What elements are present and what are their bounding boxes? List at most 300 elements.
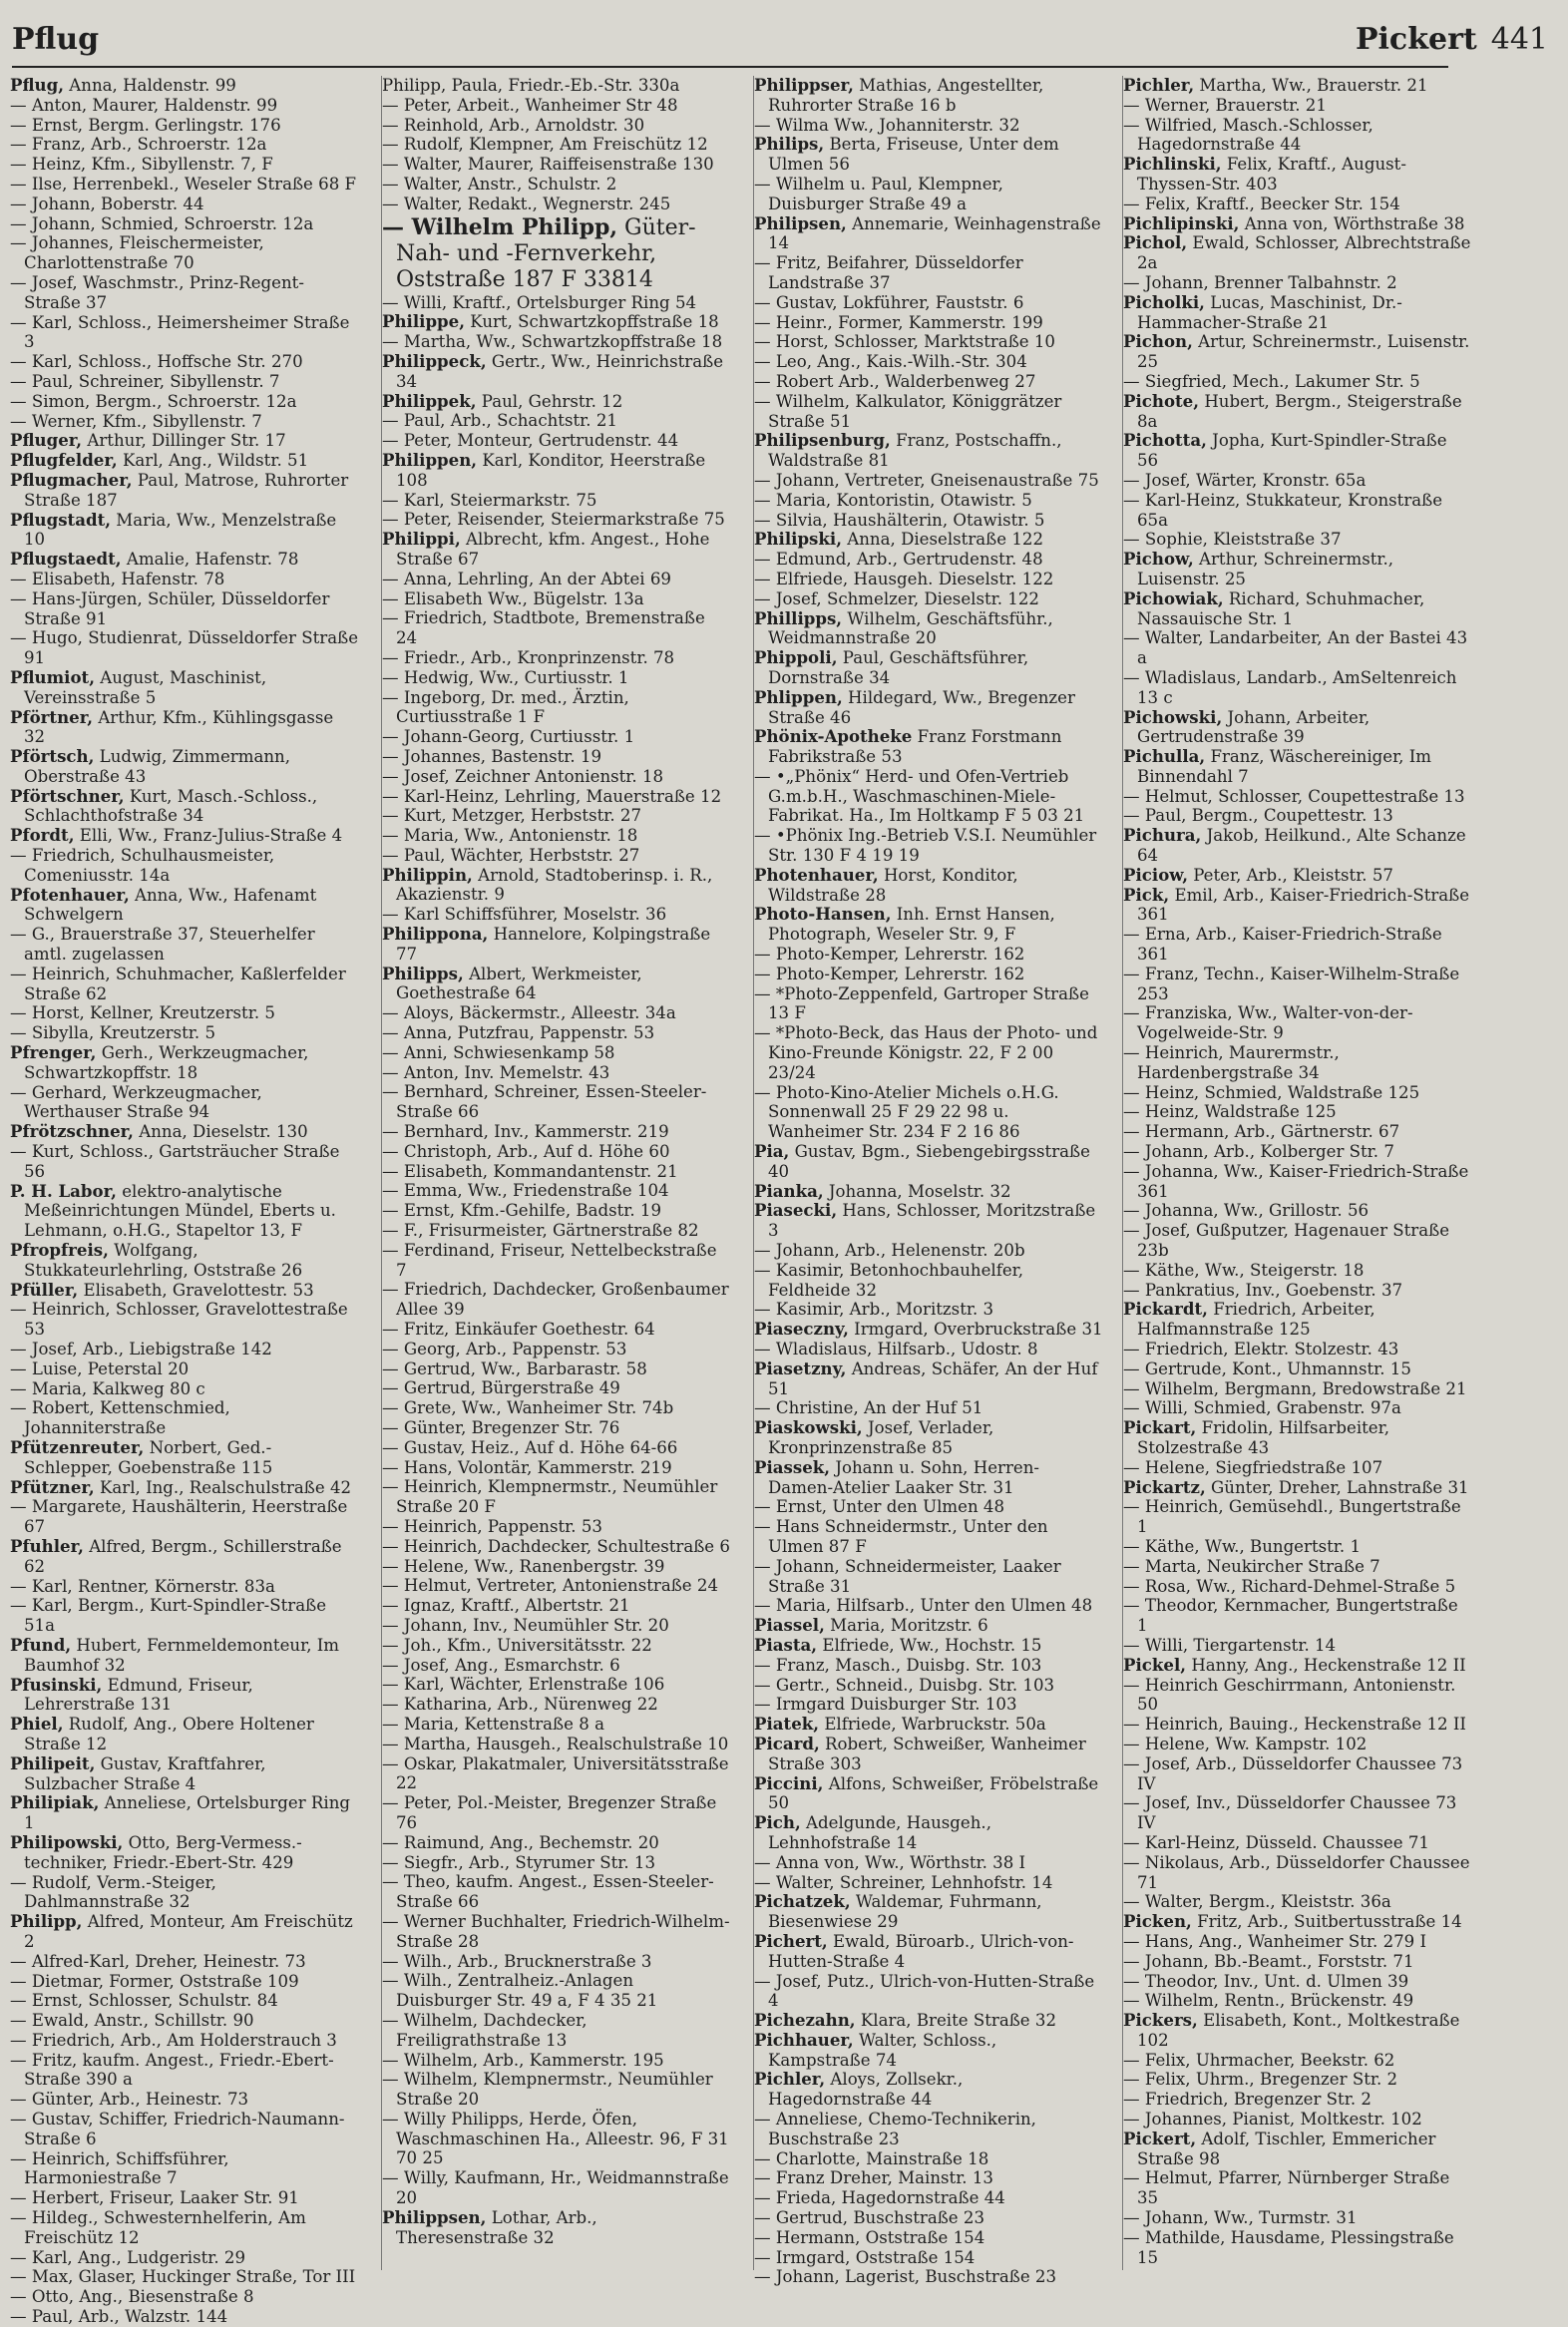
directory-entry <box>754 648 1103 688</box>
directory-entry <box>10 1281 359 1301</box>
directory-entry <box>754 609 1103 649</box>
entry-details: — Friedrich, Schulhausmeister, Comeniusstr. 14a <box>10 846 275 885</box>
directory-entry <box>1123 1932 1472 1952</box>
directory-entry <box>10 570 359 589</box>
entry-details: Anna, Dieselstraße 122 <box>847 530 1044 550</box>
directory-entry <box>10 2287 359 2307</box>
directory-entry <box>10 76 359 96</box>
directory-entry <box>754 293 1103 313</box>
entry-details: Elisabeth, Gravelottestr. 53 <box>83 1280 314 1300</box>
entry-details: Alfred, Bergm., Schillerstraße 62 <box>24 1536 342 1576</box>
entry-details: Horst, Konditor, Wildstraße 28 <box>768 865 1018 905</box>
directory-entry <box>382 1221 731 1241</box>
entry-details: — Friedr., Arb., Kronprinzenstr. 78 <box>382 647 675 667</box>
entry-details: — Paul, Bergm., Coupettestr. 13 <box>1123 806 1393 826</box>
entry-details: — Johanna, Ww., Kaiser-Friedrich-Straße 361 <box>1123 1161 1469 1201</box>
entry-details: — Hans, Ang., Wanheimer Str. 279 I <box>1123 1931 1427 1951</box>
directory-entry <box>1123 1497 1472 1537</box>
entry-surname: Philippona, <box>382 924 489 945</box>
entry-details: — Johann, Arb., Helenenstr. 20b <box>754 1241 1025 1261</box>
entry-details: Paul, Geschäftsführer, Dornstraße 34 <box>768 648 1029 687</box>
directory-entry <box>1123 1833 1472 1853</box>
directory-entry <box>1123 886 1472 926</box>
entry-details: Emil, Arb., Kaiser-Friedrich-Straße 361 <box>1137 885 1470 925</box>
entry-details: — Horst, Kellner, Kreutzerstr. 5 <box>10 1003 275 1023</box>
entry-details: Anneliese, Ortelsburger Ring 1 <box>24 1793 351 1833</box>
entry-details: Andreas, Schäfer, An der Huf 51 <box>768 1358 1098 1398</box>
directory-entry <box>1123 1793 1472 1833</box>
directory-entry <box>1123 1261 1472 1281</box>
entry-details: — Ignaz, Kraftf., Albertstr. 21 <box>382 1596 630 1616</box>
entry-surname: Pichow, <box>1123 549 1194 570</box>
entry-details: — Max, Glaser, Huckinger Straße, Tor III <box>10 2267 356 2287</box>
directory-entry <box>382 510 731 530</box>
directory-entry <box>382 1735 731 1754</box>
directory-entry <box>382 2208 731 2248</box>
directory-entry <box>382 451 731 491</box>
directory-entry <box>1123 1281 1472 1301</box>
entry-details: — Christine, An der Huf 51 <box>754 1398 983 1418</box>
directory-entry <box>1123 155 1472 194</box>
directory-entry <box>754 1458 1103 1498</box>
directory-entry <box>1123 628 1472 668</box>
entry-details: Gustav, Bgm., Siebengebirgsstraße 40 <box>768 1142 1090 1181</box>
entry-details: — Wilhelm, Dachdecker, Freiligrathstraße 13 <box>382 2010 588 2050</box>
directory-entry <box>1123 2110 1472 2130</box>
entry-surname: Pickartz, <box>1123 1476 1206 1497</box>
entry-details: Paul, Matrose, Ruhrorter Straße 187 <box>24 470 349 510</box>
entry-details: — Karl Schiffsführer, Moselstr. 36 <box>382 905 667 925</box>
entry-details: — Paul, Schreiner, Sibyllenstr. 7 <box>10 371 280 391</box>
entry-details: — Maria, Kettenstraße 8 a <box>382 1714 604 1734</box>
directory-entry <box>10 1972 359 1992</box>
entry-details: — Franz, Masch., Duisbg. Str. 103 <box>754 1655 1042 1675</box>
entry-details: — Hildeg., Schwesternhelferin, Am Freischütz 12 <box>10 2208 306 2247</box>
column-1 <box>10 75 359 2327</box>
directory-entry <box>1123 1102 1472 1122</box>
entry-surname: Pflugstadt, <box>10 509 112 530</box>
entry-details: — Johann, Lagerist, Buschstraße 23 <box>754 2267 1057 2287</box>
entry-details: — Günter, Bregenzer Str. 76 <box>382 1418 620 1437</box>
column-4 <box>1122 76 1472 2270</box>
directory-entry <box>1123 1201 1472 1221</box>
entry-details: Maria, Moritzstr. 6 <box>830 1616 988 1636</box>
directory-entry <box>1123 965 1472 1004</box>
directory-entry <box>382 1872 731 1912</box>
directory-entry <box>754 491 1103 511</box>
directory-entry <box>10 787 359 827</box>
entry-details: — Felix, Uhrm., Bregenzer Str. 2 <box>1123 2070 1398 2090</box>
directory-entry <box>1123 96 1472 116</box>
entry-surname: Pichulla, <box>1123 746 1206 767</box>
directory-entry <box>382 1477 731 1517</box>
entry-details: — •Phönix Ing.-Betrieb V.S.I. Neumühler Str. 130 F 4 19 19 <box>754 826 1097 866</box>
entry-details: — Wilh., Zentralheiz.-Anlagen Duisburger Str. 49 a, F 4 35 21 <box>382 1971 658 2011</box>
entry-surname: Pfützenreuter, <box>10 1436 145 1457</box>
entry-details: — Karl, Ang., Ludgeristr. 29 <box>10 2247 246 2267</box>
entry-details: — Gerhard, Werkzeugmacher, Werthauser Straße 94 <box>10 1082 262 1122</box>
directory-entry <box>754 2248 1103 2268</box>
directory-entry <box>1123 787 1472 807</box>
entry-details: — Heinrich, Dachdecker, Schultestraße 6 <box>382 1536 730 1556</box>
entry-details: — Christoph, Arb., Auf d. Höhe 60 <box>382 1141 670 1161</box>
entry-details: — Franz, Techn., Kaiser-Wilhelm-Straße 253 <box>1123 964 1460 1003</box>
entry-details: — Heinrich, Schlosser, Gravelottestraße 53 <box>10 1300 348 1340</box>
entry-details: — Wilhelm, Bergmann, Bredowstraße 21 <box>1123 1378 1467 1398</box>
directory-entry <box>382 608 731 648</box>
entry-details: — Heinrich, Schiffsführer, Harmoniestraße 7 <box>10 2148 229 2188</box>
entry-details: — Nikolaus, Arb., Düsseldorfer Chaussee 71 <box>1123 1852 1470 1892</box>
directory-entry <box>10 1912 359 1952</box>
directory-entry <box>1123 2051 1472 2071</box>
entry-details: Karl, Ang., Wildstr. 51 <box>122 451 309 471</box>
directory-entry <box>10 194 359 214</box>
entry-details: — Bernhard, Inv., Kammerstr. 219 <box>382 1122 669 1142</box>
directory-entry <box>382 1675 731 1695</box>
directory-entry <box>382 866 731 906</box>
entry-details: — Anna, Putzfrau, Pappenstr. 53 <box>382 1023 655 1043</box>
directory-entry <box>1123 2070 1472 2090</box>
entry-details: — Dietmar, Former, Oststraße 109 <box>10 1971 299 1991</box>
entry-details: — Walter, Anstr., Schulstr. 2 <box>382 174 617 194</box>
directory-entry <box>1123 1300 1472 1340</box>
entry-details: — Johann, Vertreter, Gneisenaustraße 75 <box>754 470 1099 490</box>
directory-entry <box>382 905 731 925</box>
entry-details: — Mathilde, Hausdame, Plessingstraße 15 <box>1123 2227 1454 2267</box>
entry-details: Walter, Schloss., Kampstraße 74 <box>768 2030 997 2070</box>
directory-entry <box>382 76 731 96</box>
entry-surname: Piasecki, <box>754 1200 838 1221</box>
entry-details: — Josef, Ang., Esmarchstr. 6 <box>382 1655 620 1675</box>
directory-entry <box>754 1813 1103 1853</box>
directory-entry <box>754 1241 1103 1261</box>
entry-details: — Gertr., Schneid., Duisbg. Str. 103 <box>754 1675 1055 1695</box>
entry-details: Jakob, Heilkund., Alte Schanze 64 <box>1137 826 1466 866</box>
directory-entry <box>382 826 731 846</box>
directory-entry <box>1123 530 1472 550</box>
entry-details: — Leo, Ang., Kais.-Wilh.-Str. 304 <box>754 352 1027 372</box>
entry-details: — Gustav, Heiz., Auf d. Höhe 64-66 <box>382 1437 678 1457</box>
entry-details: — Ernst, Bergm. Gerlingstr. 176 <box>10 115 281 135</box>
entry-surname: Philippen, <box>382 449 478 470</box>
directory-entry <box>1123 1340 1472 1359</box>
directory-entry <box>1123 1676 1472 1716</box>
entry-details: — Ilse, Herrenbekl., Weseler Straße 68 F <box>10 174 357 194</box>
directory-entry <box>382 194 731 214</box>
entry-details: — Martha, Ww., Schwartzkopffstraße 18 <box>382 332 723 352</box>
directory-entry <box>1123 1418 1472 1458</box>
entry-surname: Pichura, <box>1123 825 1202 846</box>
directory-entry <box>1123 2228 1472 2268</box>
directory-entry <box>754 1083 1103 1142</box>
entry-details: Waldemar, Fuhrmann, Biesenwiese 29 <box>768 1892 1042 1932</box>
directory-entry <box>10 1142 359 1182</box>
directory-entry <box>754 984 1103 1024</box>
directory-entry <box>10 1043 359 1083</box>
entry-details: Philipp, Paula, Friedr.-Eb.-Str. 330a <box>382 76 680 95</box>
entry-details: — Heinrich, Klempnermstr., Neumühler Straße 20 F <box>382 1477 718 1517</box>
entry-details: Lucas, Maschinist, Dr.-Hammacher-Straße 21 <box>1137 292 1402 332</box>
directory-entry <box>1123 550 1472 589</box>
entry-details: — Anna von, Ww., Wörthstr. 38 I <box>754 1852 1026 1872</box>
directory-entry <box>1123 2208 1472 2228</box>
directory-entry <box>1123 1359 1472 1379</box>
entry-surname: Pichote, <box>1123 390 1200 411</box>
directory-entry <box>10 1497 359 1537</box>
directory-entry <box>754 2267 1103 2287</box>
directory-entry <box>382 155 731 175</box>
directory-entry <box>382 116 731 136</box>
entry-details: — Anton, Inv. Memelstr. 43 <box>382 1062 610 1082</box>
directory-entry <box>1123 826 1472 866</box>
entry-surname: Pich, <box>754 1812 801 1833</box>
entry-surname: Pichowski, <box>1123 706 1223 727</box>
entry-details: Wilhelm, Geschäftsführ., Weidmannstraße 20 <box>768 608 1053 648</box>
directory-entry <box>10 1438 359 1478</box>
entry-surname: Pfordt, <box>10 825 75 846</box>
entry-surname: Philipsen, <box>754 212 847 233</box>
directory-entry <box>382 1043 731 1063</box>
entry-details: — Rudolf, Verm.-Steiger, Dahlmannstraße 32 <box>10 1872 216 1912</box>
entry-details: — G., Brauerstraße 37, Steuerhelfer amtl. zugelassen <box>10 925 315 965</box>
directory-entry <box>1123 2090 1472 2110</box>
entry-surname: Piaskowski, <box>754 1417 863 1438</box>
entry-details: Richard, Schuhmacher, Nassauische Str. 1 <box>1137 588 1425 628</box>
entry-details: Albrecht, kfm. Angest., Hohe Straße 67 <box>396 530 710 569</box>
entry-surname: Pflugfelder, <box>10 450 118 471</box>
entry-details: Josef, Verlader, Kronprinzenstraße 85 <box>768 1418 994 1457</box>
directory-entry <box>382 2070 731 2110</box>
entry-surname: Piccini, <box>754 1772 824 1793</box>
directory-entry <box>1123 491 1472 531</box>
entry-details: — Heinrich, Bauing., Heckenstraße 12 II <box>1123 1715 1466 1735</box>
entry-details: Johann u. Sohn, Herren-Damen-Atelier Laaker Str. 31 <box>768 1457 1040 1497</box>
entry-details: Edmund, Friseur, Lehrerstraße 131 <box>24 1675 253 1715</box>
directory-entry <box>382 491 731 511</box>
entry-surname: Philipiak, <box>10 1792 100 1813</box>
directory-entry <box>1123 1636 1472 1656</box>
entry-details: — Wilma Ww., Johanniterstr. 32 <box>754 115 1020 135</box>
entry-details: — Heinrich, Gemüsehdl., Bungertstraße 1 <box>1123 1497 1461 1537</box>
directory-entry <box>1123 1972 1472 1992</box>
entry-details: Franz Forstmann Fabrikstraße 53 <box>768 727 1062 767</box>
entry-details: — Heinrich Geschirrmann, Antonienstr. 50 <box>1123 1675 1456 1715</box>
entry-surname: Pflumiot, <box>10 666 95 687</box>
directory-entry <box>10 965 359 1004</box>
entry-details: Lothar, Arb., Theresenstraße 32 <box>396 2207 597 2247</box>
directory-entry <box>754 253 1103 293</box>
directory-entry <box>382 925 731 965</box>
entry-details: — Ernst, Schlosser, Schulstr. 84 <box>10 1991 278 2011</box>
directory-entry <box>1123 194 1472 214</box>
directory-entry <box>382 214 731 293</box>
entry-surname: Pfrötzschner, <box>10 1121 134 1142</box>
entry-details: — Felix, Uhrmacher, Beekstr. 62 <box>1123 2050 1395 2070</box>
entry-details: — Theo, kaufm. Angest., Essen-Steeler-Straße 66 <box>382 1872 714 1912</box>
entry-surname: Pichezahn, <box>754 2010 856 2031</box>
directory-entry <box>754 1261 1103 1301</box>
directory-entry <box>382 1142 731 1162</box>
entry-details: Ludwig, Zimmermann, Oberstraße 43 <box>24 747 291 786</box>
directory-entry <box>754 2070 1103 2110</box>
directory-entry <box>754 1853 1103 1873</box>
directory-entry <box>754 1300 1103 1320</box>
entry-details: Franz, Wäschereiniger, Im Binnendahl 7 <box>1137 747 1432 786</box>
entry-surname: Pichon, <box>1123 331 1193 352</box>
directory-entry <box>1123 708 1472 748</box>
entry-details: Kurt, Schwartzkopffstraße 18 <box>470 312 719 332</box>
directory-entry <box>10 1023 359 1043</box>
entry-details: Arthur, Kfm., Kühlingsgasse 32 <box>24 707 334 747</box>
directory-entry <box>382 767 731 787</box>
entry-surname: Phippoli, <box>754 647 838 668</box>
directory-entry <box>1123 392 1472 432</box>
entry-surname: Philipski, <box>754 529 842 550</box>
entry-details: — Maria, Kontoristin, Otawistr. 5 <box>754 490 1032 510</box>
directory-entry <box>754 116 1103 136</box>
entry-details: Maria, Ww., Menzelstraße 10 <box>24 510 337 550</box>
entry-surname: Pichlipinski, <box>1123 212 1240 233</box>
entry-details: — Maria, Kalkweg 80 c <box>10 1378 205 1398</box>
entry-details: — Fritz, Einkäufer Goethestr. 64 <box>382 1320 655 1340</box>
directory-entry <box>382 1162 731 1182</box>
entry-details: — Charlotte, Mainstraße 18 <box>754 2148 989 2168</box>
directory-entry <box>382 1833 731 1853</box>
column-2 <box>381 76 731 2270</box>
entry-surname: Pfüller, <box>10 1279 79 1300</box>
entry-details: Arnold, Stadtoberinsp. i. R., Akazienstr. 9 <box>396 865 713 905</box>
directory-entry <box>1123 1142 1472 1162</box>
entry-details: Aloys, Zollsekr., Hagedornstraße 44 <box>768 2070 964 2110</box>
entry-details: — Helmut, Pfarrer, Nürnberger Straße 35 <box>1123 2168 1450 2208</box>
directory-entry <box>10 1952 359 1972</box>
directory-entry <box>382 1241 731 1281</box>
entry-details: — Oskar, Plakatmaler, Universitätsstraße 22 <box>382 1753 729 1793</box>
directory-entry <box>754 767 1103 826</box>
entry-details: — Friedrich, Dachdecker, Großenbaumer Allee 39 <box>382 1280 729 1320</box>
directory-entry <box>10 1122 359 1142</box>
directory-entry <box>382 1715 731 1735</box>
entry-details: — F., Frisurmeister, Gärtnerstraße 82 <box>382 1221 699 1241</box>
entry-surname: Pia, <box>754 1141 790 1162</box>
directory-entry <box>1123 332 1472 372</box>
entry-details: — Walter, Bergm., Kleiststr. 36a <box>1123 1892 1391 1912</box>
directory-entry <box>1123 431 1472 471</box>
entry-details: Robert, Schweißer, Wanheimer Straße 303 <box>768 1734 1086 1773</box>
entry-details: — Frieda, Hagedornstraße 44 <box>754 2188 1005 2208</box>
entry-details: — Elisabeth Ww., Bügelstr. 13a <box>382 588 644 608</box>
directory-entry <box>10 2011 359 2031</box>
directory-entry <box>382 1952 731 1972</box>
directory-entry <box>382 1340 731 1359</box>
entry-details: — Willi, Kraftf., Ortelsburger Ring 54 <box>382 292 697 312</box>
entry-details: Fridolin, Hilfsarbeiter, Stolzestraße 43 <box>1137 1418 1390 1457</box>
entry-details: Mathias, Angestellter, Ruhrorter Straße 16 b <box>768 76 1044 115</box>
entry-details: Arthur, Schreinermstr., Luisenstr. 25 <box>1137 550 1394 588</box>
entry-surname: Philippi, <box>382 529 461 550</box>
page-header <box>12 18 1548 68</box>
directory-entry <box>10 1577 359 1597</box>
entry-details: Rudolf, Ang., Obere Holtener Straße 12 <box>24 1715 314 1753</box>
entry-surname: Philippek, <box>382 390 477 411</box>
entry-details: — Johann-Georg, Curtiusstr. 1 <box>382 727 635 747</box>
entry-details: Anna, Dieselstr. 130 <box>139 1122 308 1142</box>
entry-surname: Philippser, <box>754 75 854 95</box>
directory-entry <box>10 2188 359 2208</box>
entry-details: — Horst, Schlosser, Marktstraße 10 <box>754 332 1055 352</box>
directory-entry <box>754 1340 1103 1359</box>
directory-entry <box>10 708 359 748</box>
directory-entry <box>10 886 359 926</box>
directory-entry <box>754 2228 1103 2248</box>
directory-entry <box>10 1676 359 1716</box>
entry-details: — Werner, Kfm., Sibyllenstr. 7 <box>10 411 262 431</box>
directory-entry <box>10 412 359 432</box>
entry-details: Gustav, Kraftfahrer, Sulzbacher Straße 4 <box>24 1753 266 1793</box>
entry-details: — Walter, Redakt., Wegnerstr. 245 <box>382 194 671 213</box>
entry-details: — Karl, Rentner, Körnerstr. 83a <box>10 1576 275 1596</box>
entry-details: — Siegfr., Arb., Styrumer Str. 13 <box>382 1852 656 1872</box>
entry-details: Hubert, Bergm., Steigerstraße 8a <box>1137 391 1462 431</box>
entry-details: — Gertrud, Bürgerstraße 49 <box>382 1378 620 1398</box>
directory-entry <box>754 550 1103 570</box>
directory-entry <box>1123 1537 1472 1557</box>
entry-details: — Josef, Putz., Ulrich-von-Hutten-Straße 4 <box>754 1971 1095 2011</box>
entry-details: — Fritz, Beifahrer, Düsseldorfer Landstraße 37 <box>754 253 1023 292</box>
directory-entry <box>10 2307 359 2327</box>
entry-details: — Kasimir, Arb., Moritzstr. 3 <box>754 1300 994 1320</box>
directory-entry <box>382 530 731 570</box>
directory-entry <box>10 1182 359 1241</box>
directory-entry <box>1123 1892 1472 1912</box>
entry-details: — Anneliese, Chemo-Technikerin, Buschstraße 23 <box>754 2110 1036 2148</box>
directory-entry <box>1123 1398 1472 1418</box>
entry-surname: Philippin, <box>382 864 473 885</box>
entry-details: Kurt, Masch.-Schloss., Schlachthofstraße 34 <box>24 786 318 826</box>
directory-entry <box>754 332 1103 352</box>
entry-surname: Pickert, <box>1123 2128 1197 2148</box>
directory-entry <box>10 1379 359 1399</box>
entry-details: — Ernst, Kfm.-Gehilfe, Badstr. 19 <box>382 1201 662 1221</box>
directory-entry <box>382 965 731 1004</box>
entry-details: — Photo-Kemper, Lehrerstr. 162 <box>754 945 1025 965</box>
entry-details: — Günter, Arb., Heinestr. 73 <box>10 2090 249 2110</box>
entry-surname: Pickers, <box>1123 2010 1198 2031</box>
entry-details: Adelgunde, Hausgeh., Lehnhofstraße 14 <box>768 1813 991 1852</box>
directory-entry <box>754 570 1103 589</box>
entry-surname: Pfotenhauer, <box>10 884 130 905</box>
entry-details: — Franz Dreher, Mainstr. 13 <box>754 2168 993 2188</box>
entry-surname: Pfluger, <box>10 430 83 451</box>
directory-entry <box>382 787 731 807</box>
directory-entry <box>754 372 1103 392</box>
directory-entry <box>10 1636 359 1676</box>
entry-details: — Franziska, Ww., Walter-von-der-Vogelweide-Str. 9 <box>1123 1003 1413 1043</box>
entry-details: — Johann, Brenner Talbahnstr. 2 <box>1123 272 1397 292</box>
directory-entry <box>382 352 731 392</box>
directory-entry <box>382 1378 731 1398</box>
directory-entry <box>382 1359 731 1379</box>
entry-details: — Heinz, Schmied, Waldstraße 125 <box>1123 1082 1420 1102</box>
entry-details: — Wilhelm, Rentn., Brückenstr. 49 <box>1123 1991 1414 2011</box>
entry-details: — Kasimir, Betonhochbauhelfer, Feldheide 32 <box>754 1260 1024 1300</box>
directory-entry <box>10 1715 359 1754</box>
directory-entry <box>382 806 731 826</box>
entry-details: — Kurt, Schloss., Gartsträucher Straße 56 <box>10 1142 340 1181</box>
directory-entry <box>10 1003 359 1023</box>
entry-details: — Wilfried, Masch.-Schlosser, Hagedornstraße 44 <box>1123 115 1373 155</box>
directory-entry <box>754 905 1103 945</box>
